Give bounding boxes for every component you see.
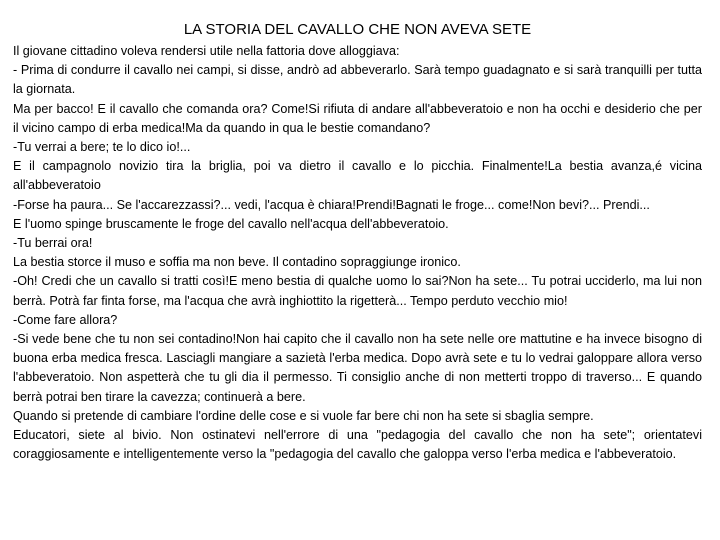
paragraph: -Come fare allora? [13, 312, 118, 327]
paragraph: E l'uomo spinge bruscamente le froge del cavallo nell'acqua dell'abbeveratoio. [13, 216, 449, 231]
paragraph: La bestia storce il muso e soffia ma non beve. Il contadino sopraggiunge ironico. [13, 255, 461, 270]
paragraph: -Tu berrai ora! [13, 236, 93, 251]
paragraph: - Prima di condurre il cavallo nei campi, si disse, andrò ad abbeverarlo. Sarà tempo guadagnato e si sarà tranquilli per tutta la giornata. [13, 63, 702, 97]
paragraph: -Tu verrai a bere; te lo dico io!... [13, 140, 191, 155]
paragraph: -Forse ha paura... Se l'accarezzassi?... vedi, l'acqua è chiara!Prendi!Bagnati le froge... come!Non bevi?... Prendi... [13, 197, 650, 212]
paragraph: Educatori, siete al bivio. Non ostinatevi nell'errore di una "pedagogia del cavallo che non ha sete"; orientatevi coraggiosamente e intelligentemente verso la "pedagogia del cavallo che galoppa verso l'erba medica e l'abbeveratoio. [13, 428, 702, 462]
paragraph: -Si vede bene che tu non sei contadino!Non hai capito che il cavallo non ha sete nelle ore mattutine e ha invece bisogno di buona erba medica fresca. Lasciagli mangiare a sazietà l'erba medica. Dopo avrà sete e tu lo vedrai galoppare allora verso l'abbeveratoio. Non aspetterà che tu gli dia il permesso. Ti consiglio anche di non metterti troppo di traverso... E quando berrà potrai ben tirare la cavezza; continuerà a bere. [13, 332, 702, 404]
paragraph: E il campagnolo novizio tira la briglia, poi va dietro il cavallo e lo picchia. Finalmente!La bestia avanza,é vicina all'abbeveratoio [13, 159, 702, 193]
paragraph: -Oh! Credi che un cavallo si tratti così!E meno bestia di qualche uomo lo sai?Non ha sete... Tu potrai ucciderlo, ma lui non berrà. Potrà far finta forse, ma l'acqua che avrà inghiottito la rigetterà... Tempo perduto vecchio mio! [13, 274, 702, 308]
document-title: LA STORIA DEL CAVALLO CHE NON AVEVA SETE [183, 21, 532, 38]
document-body [13, 42, 702, 464]
paragraph: Ma per bacco! E il cavallo che comanda ora? Come!Si rifiuta di andare all'abbeveratoio e non ha occhi e desiderio che per il vicino campo di erba medica!Ma da quando in qua le bestie comandano? [13, 101, 702, 135]
paragraph: Il giovane cittadino voleva rendersi utile nella fattoria dove alloggiava: [13, 44, 400, 58]
paragraph: Quando si pretende di cambiare l'ordine delle cose e si vuole far bere chi non ha sete si sbaglia sempre. [13, 408, 594, 423]
